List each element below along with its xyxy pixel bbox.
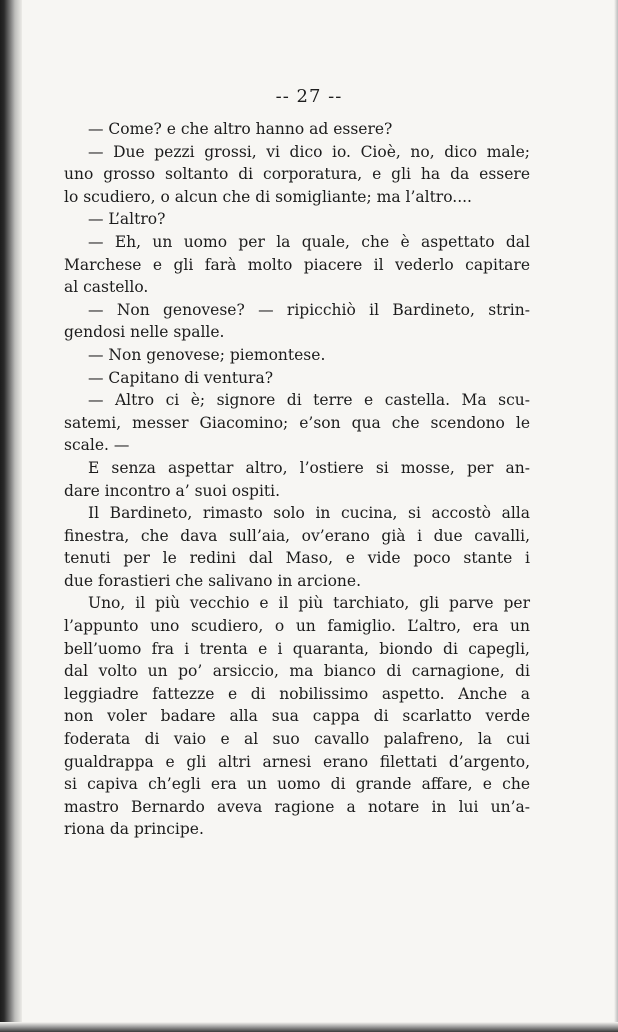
text-line: satemi, messer Giacomino; e’son qua che scendono le bbox=[64, 413, 530, 432]
text-line: scale. — bbox=[64, 436, 130, 455]
text-line: — Come? e che altro hanno ad essere? bbox=[88, 120, 393, 138]
text-line: — Altro ci è; signore di terre e castella. Ma scu- bbox=[88, 391, 530, 410]
text-line: dal volto un po’ arsiccio, ma bianco di carnagione, di bbox=[64, 662, 530, 681]
text-line: Il Bardineto, rimasto solo in cucina, si accostò alla bbox=[88, 504, 530, 523]
text-line: al castello. bbox=[64, 278, 149, 297]
text-body bbox=[64, 118, 530, 841]
page-bottom-edge bbox=[0, 1022, 618, 1032]
page-right-edge bbox=[614, 0, 618, 1032]
text-line: non voler badare alla sua cappa di scarlatto verde bbox=[64, 707, 530, 726]
binding-shadow bbox=[0, 0, 22, 1032]
text-line: riona da principe. bbox=[64, 820, 204, 839]
text-line: dare incontro a’ suoi ospiti. bbox=[64, 481, 281, 500]
text-line: gendosi nelle spalle. bbox=[64, 323, 225, 342]
text-line: — Capitano di ventura? bbox=[88, 368, 274, 387]
text-line: — L’altro? bbox=[88, 210, 166, 229]
text-line: Uno, il più vecchio e il più tarchiato, gli parve per bbox=[88, 594, 530, 613]
text-line: foderata di vaio e al suo cavallo palafreno, la cui bbox=[64, 730, 530, 749]
text-line: — Non genovese? — ripicchiò il Bardineto, strin- bbox=[88, 300, 530, 319]
text-line: — Due pezzi grossi, vi dico io. Cioè, no, dico male; bbox=[88, 142, 530, 161]
text-line: — Eh, un uomo per la quale, che è aspettato dal bbox=[88, 232, 530, 251]
text-line: l’appunto uno scudiero, o un famiglio. L’altro, era un bbox=[64, 617, 530, 636]
text-line: leggiadre fattezze e di nobilissimo aspetto. Anche a bbox=[64, 684, 530, 703]
text-line: Marchese e gli farà molto piacere il vederlo capitare bbox=[64, 255, 530, 274]
text-line: gualdrappa e gli altri arnesi erano filettati d’argento, bbox=[64, 752, 530, 771]
text-line: mastro Bernardo aveva ragione a notare in lui un’a- bbox=[64, 797, 530, 816]
text-line: finestra, che dava sull’aia, ov’erano già i due cavalli, bbox=[64, 526, 530, 545]
text-line: si capiva ch’egli era un uomo di grande affare, e che bbox=[64, 775, 530, 794]
text-line: E senza aspettar altro, l’ostiere si mosse, per an- bbox=[88, 458, 530, 477]
text-line: bell’uomo fra i trenta e i quaranta, biondo di capegli, bbox=[64, 639, 530, 658]
text-line: — Non genovese; piemontese. bbox=[88, 345, 326, 364]
text-line: lo scudiero, o alcun che di somigliante; ma l’altro.... bbox=[64, 187, 472, 206]
text-line: uno grosso soltanto di corporatura, e gli ha da essere bbox=[64, 165, 530, 184]
text-line: due forastieri che salivano in arcione. bbox=[64, 571, 362, 590]
page-number: -- 27 -- bbox=[275, 86, 343, 107]
text-line: tenuti per le redini dal Maso, e vide poco stante i bbox=[64, 549, 530, 568]
